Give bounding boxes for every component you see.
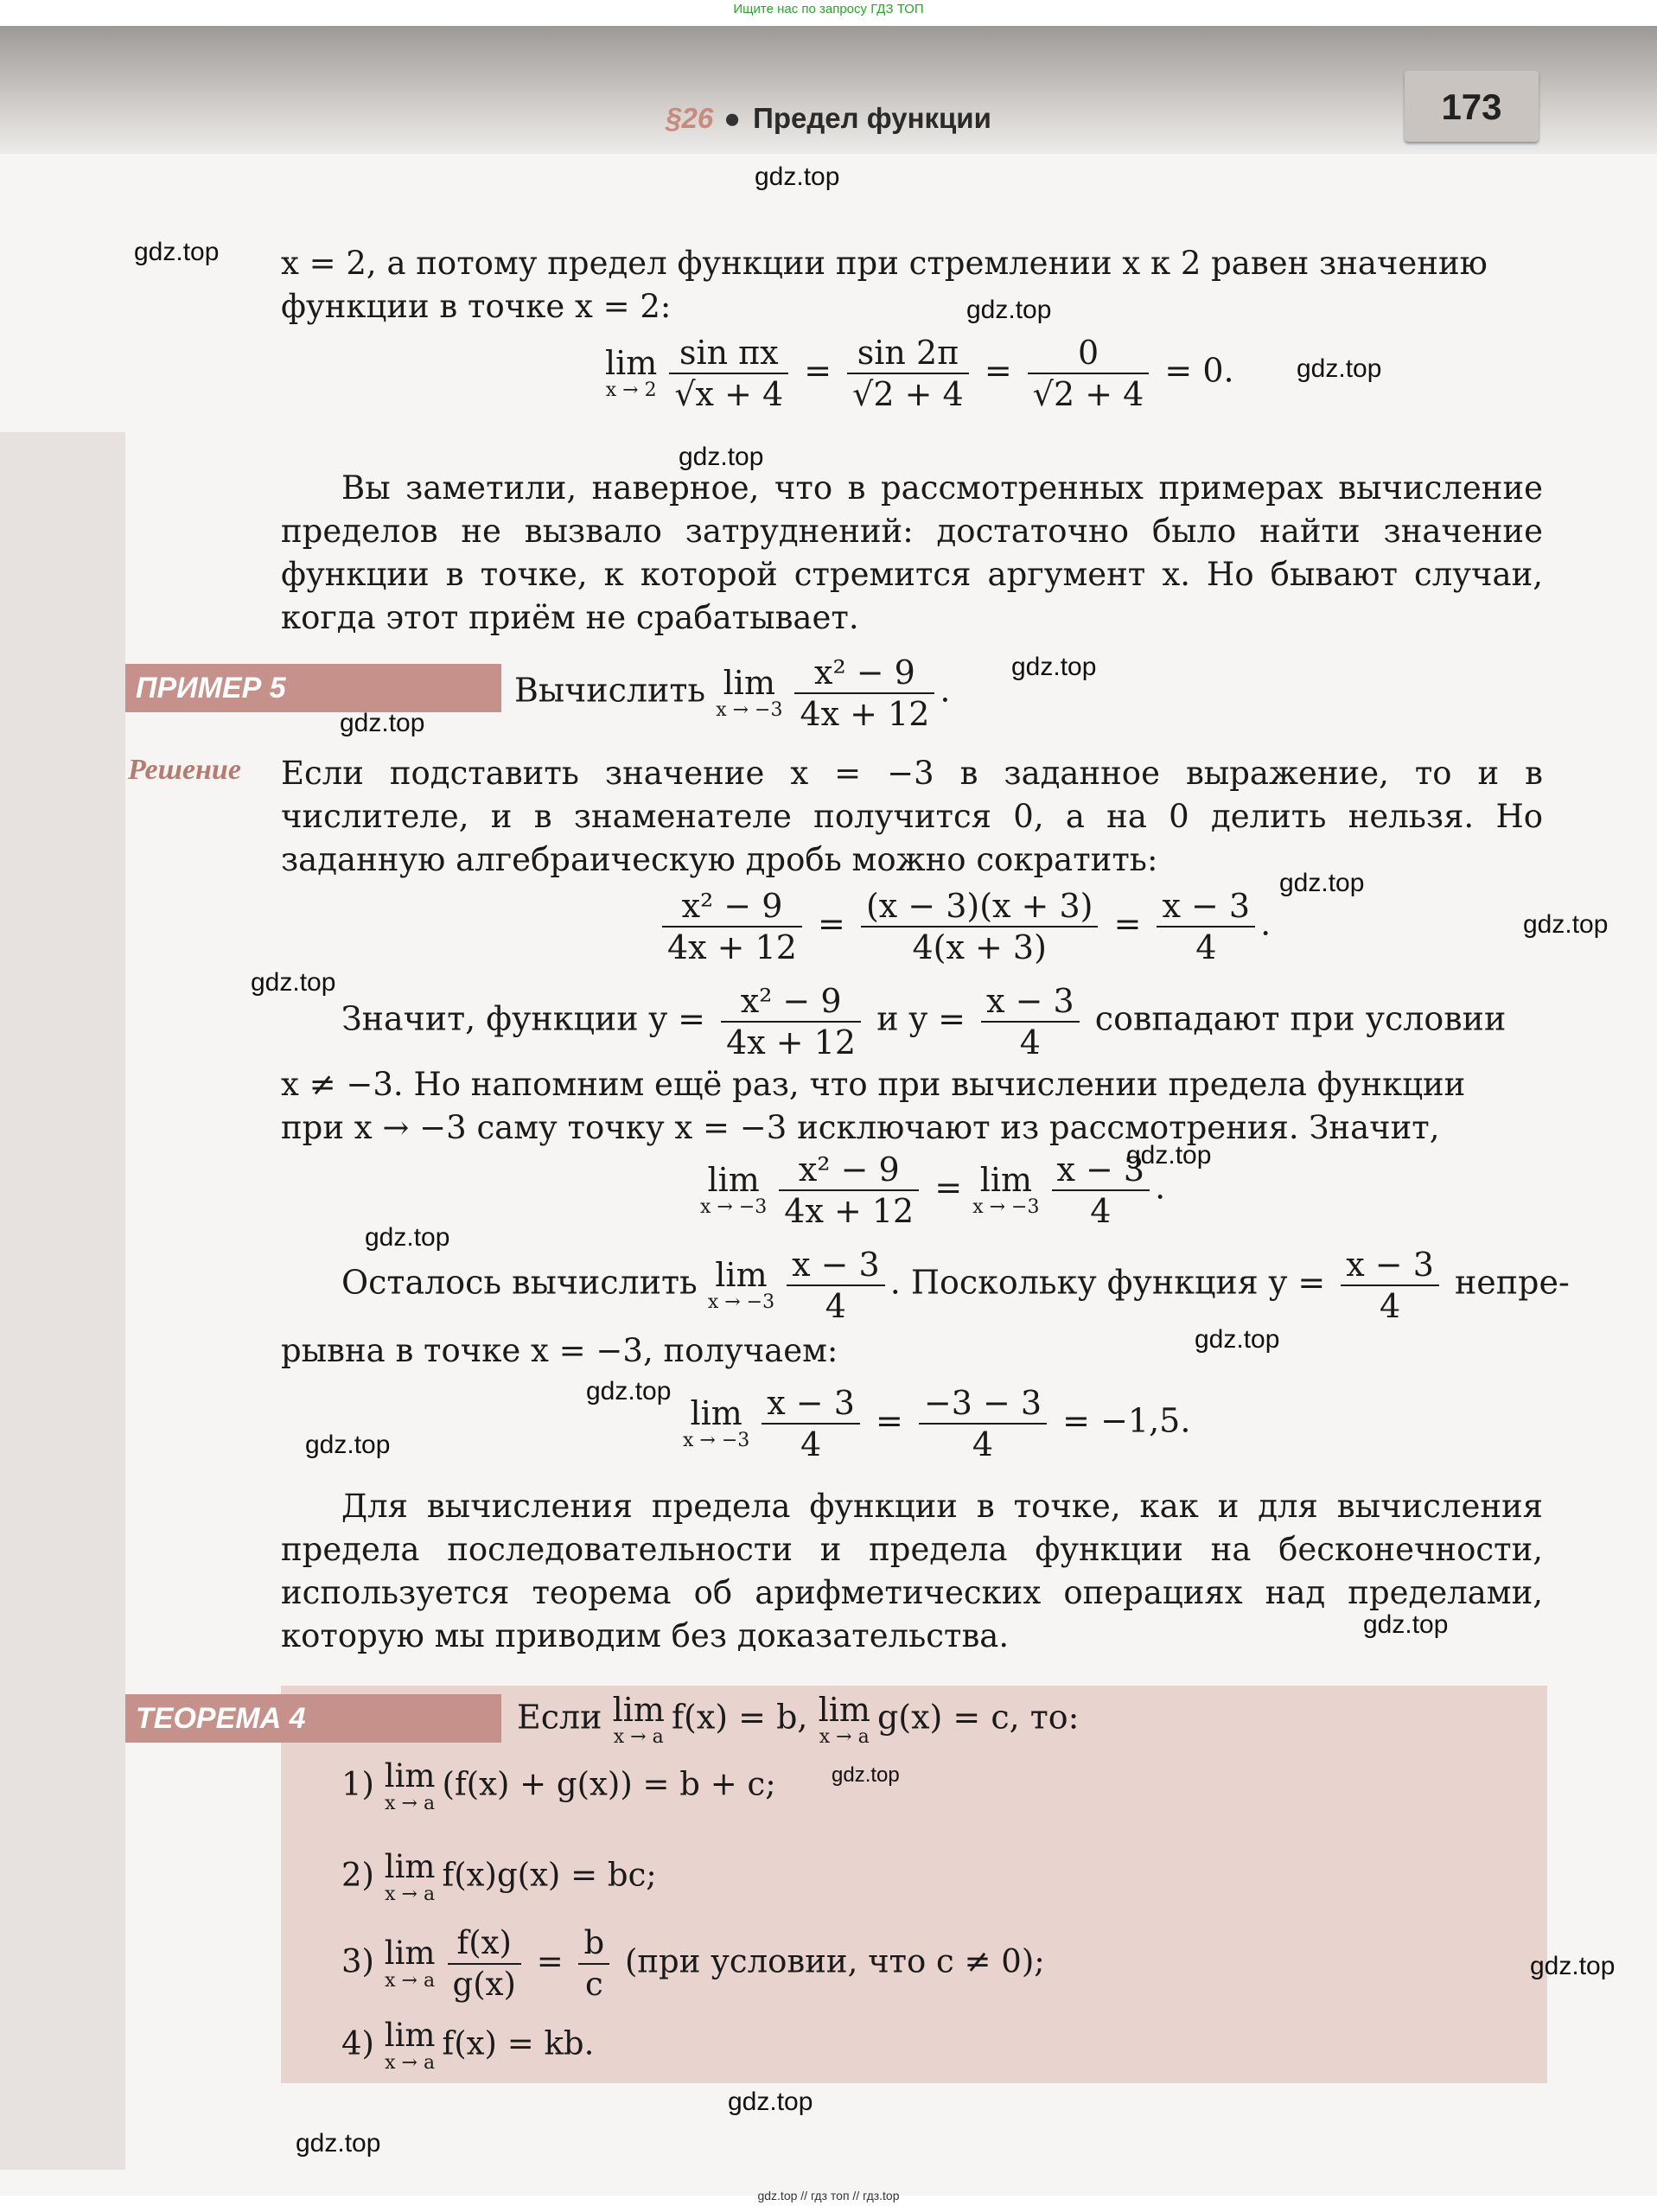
watermark: gdz.top [586,1377,672,1406]
watermark: gdz.top [134,238,220,266]
left-margin-band [0,432,125,2170]
watermark: gdz.top [1279,869,1365,897]
limit-operator: lim x → a [612,1691,665,1748]
watermark: gdz.top [832,1763,900,1787]
paragraph-2: Вы заметили, наверное, что в рассмотренных примерах вычисление пределов не вызвало затруднений: достаточно было найти значение функции в точке, к которой стремится аргумент x. Но бывают случаи, когда этот приём не срабатывает. [281,469,1543,636]
fraction: $\frac{(x - 3)(x + 3)}{4(x + 3)}$ [861,886,1099,967]
limit-operator: lim x → −3 [683,1394,750,1451]
example-5-text: Вычислить [514,671,706,710]
theorem-item-1: 1) lim x → a (f(x) + g(x)) = b + c; [341,1757,776,1814]
watermark: gdz.top [755,163,840,191]
paragraph-5: Для вычисления предела функции в точке, как и для вычисления предела последовательности и предела функции на бесконечности, используется теорема об арифметических операциях над пределами, которую мы приводим без доказательства. [281,1488,1543,1654]
watermark: gdz.top [296,2129,381,2158]
theorem-4-intro: Если lim x → a f(x) = b, lim x → a g(x) = c, то: [517,1691,1080,1748]
limit-operator: lim x → a [818,1691,870,1748]
watermark: gdz.top [1523,910,1609,939]
theorem-item-4: 4) lim x → a f(x) = kb. [341,2017,595,2074]
fraction: $\frac{\text{x² − 9}}{4x + 12}$ [794,653,934,734]
paragraph-1-line-1: x = 2, а потому предел функции при стремлении x к 2 равен значению [281,245,1488,282]
paragraph-3-line-1: Значит, функции y = $\frac{\text{x² − 9}}{4x + 12}$ и y = $\frac{x - 3}{4}$ совпадают при условии [341,982,1507,1061]
fraction: $\frac{x - 3}{4}$ [981,981,1080,1062]
solution-label: Решение [128,754,241,786]
fraction: $\frac{\text{sin πx}}{√x + 4}$ [669,333,788,414]
fraction: $\frac{x - 3}{4}$ [1341,1245,1439,1326]
paragraph-3-rest: x ≠ −3. Но напомним ещё раз, что при вычислении предела функции при x → −3 саму точку x = −3 исключают из рассмотрения. Значит, [281,1066,1466,1146]
watermark: gdz.top [728,2088,813,2116]
fraction: $\frac{x - 3}{4}$ [787,1245,885,1326]
limit-operator: lim x → a [384,1757,436,1814]
theorem-tag: ТЕОРЕМА 4 [125,1694,501,1743]
formula-2: $\frac{\text{x² − 9}}{4x + 12}$ = $\frac{(x - 3)(x + 3)}{4(x + 3)}$ = $\frac{x - 3}{4}$ . [657,886,1271,967]
watermark: gdz.top [1126,1141,1212,1170]
paragraph-1 [281,242,1543,328]
theorem-item-2: 2) lim x → a f(x)g(x) = bc; [341,1848,657,1905]
limit-operator: lim x → −3 [707,1256,775,1313]
solution-text: Если подставить значение x = −3 в заданное выражение, то и в числителе, и в знаменателе получится 0, а на 0 делить нельзя. Но заданную алгебраическую дробь можно сократить: [281,755,1543,878]
formula-1: lim x → 2 $\frac{\text{sin πx}}{√x + 4}$ = $\frac{\sin 2\pi}{√2 + 4}$ = $\frac{0}{√2 + 4}$ = 0. [605,334,1234,413]
fraction: $\frac{\text{x² − 9}}{4x + 12}$ [721,981,861,1062]
paragraph-4-line-2: рывна в точке x = −3, получаем: [281,1332,838,1369]
limit-operator: lim x → −3 [972,1161,1040,1218]
limit-operator: lim x → a [384,1848,436,1905]
limit-operator: lim x → −3 [716,664,783,721]
example-5-task: Вычислить lim x → −3 $\frac{\text{x² − 9}}{4x + 12}$ . [514,653,951,733]
section-number: §26 [666,102,714,134]
watermark: gdz.top [1530,1952,1616,1980]
paragraph-1-line-2: функции в точке x = 2: [281,288,672,325]
formula-4: lim x → −3 $\frac{x - 3}{4}$ = $\frac{-3 - 3}{4}$ = −1,5. [683,1384,1191,1463]
fraction: $\frac{\text{x² − 9}}{4x + 12}$ [662,886,802,967]
limit-operator: lim x → a [384,2017,436,2074]
fraction: $\frac{b}{c}$ [578,1923,609,2005]
limit-operator: lim x → a [384,1935,436,1992]
fraction: $\frac{\sin 2\pi}{√2 + 4}$ [847,333,969,414]
fraction: $\frac{x - 3}{4}$ [1052,1150,1150,1231]
example-tag: ПРИМЕР 5 [125,664,501,712]
watermark: gdz.top [251,968,336,997]
watermark: gdz.top [1363,1610,1449,1639]
watermark: gdz.top [966,296,1052,324]
fraction: $\frac{0}{√2 + 4}$ [1028,333,1150,414]
theorem-item-3: 3) lim x → a $\frac{f(x)}{g(x)}$ = $\frac{b}{c}$ (при условии, что c ≠ 0); [341,1924,1045,2003]
fraction: $\frac{\text{x² − 9}}{4x + 12}$ [779,1150,919,1231]
watermark: gdz.top [1011,653,1097,681]
section-title: Предел функции [753,102,991,134]
limit-operator: lim x → 2 [605,344,658,401]
footer-note: gdz.top // гдз топ // гдз.top [757,2189,900,2202]
watermark: gdz.top [365,1223,450,1252]
limit-operator: lim x → −3 [700,1161,768,1218]
fraction: $\frac{x - 3}{4}$ [762,1383,860,1464]
watermark: gdz.top [1297,354,1382,383]
formula-3: lim x → −3 $\frac{\text{x² − 9}}{4x + 12}$ = lim x → −3 $\frac{x - 3}{4}$ . [700,1151,1166,1230]
paragraph-4-line-1: Осталось вычислить lim x → −3 $\frac{x - 3}{4}$ . Поскольку функция y = $\frac{x - 3}{4}$ непре- [341,1246,1570,1325]
watermark: gdz.top [679,443,764,471]
top-note: Ищите нас по запросу ГДЗ ТОП [733,2,924,16]
formula-result: = 0. [1164,351,1234,390]
fraction: $\frac{f(x)}{g(x)}$ [448,1923,521,2005]
watermark: gdz.top [305,1431,391,1459]
watermark: gdz.top [340,709,425,737]
fraction: $\frac{-3 - 3}{4}$ [919,1383,1047,1464]
watermark: gdz.top [1195,1325,1280,1354]
fraction: $\frac{x - 3}{4}$ [1157,886,1255,967]
page-number: 173 [1405,71,1539,142]
bullet-icon: ● [723,102,742,134]
